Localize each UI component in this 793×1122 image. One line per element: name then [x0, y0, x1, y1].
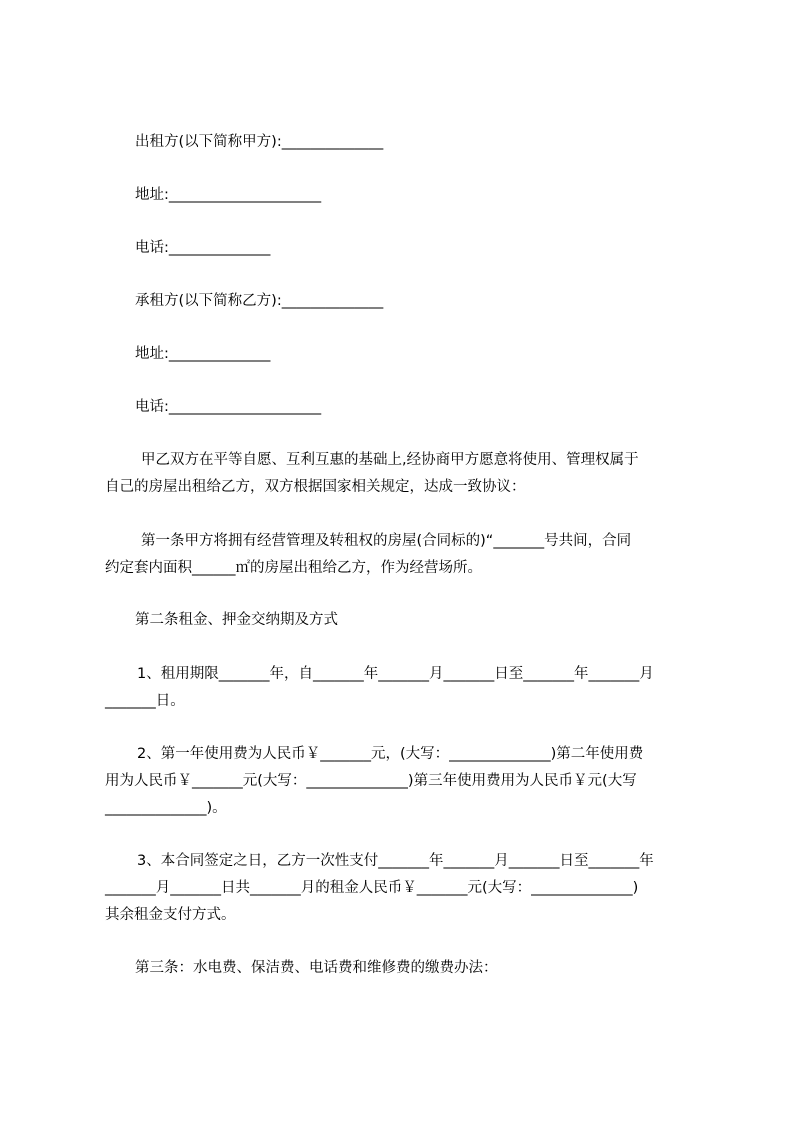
article2-item3-line-2: _______月_______日共_______月的租金人民币￥_______元(大写：______________): [105, 880, 639, 896]
lessee-address-field: 地址:______________: [135, 346, 271, 362]
article2-item3-line-3: 其余租金支付方式。: [105, 907, 236, 923]
lessor-address-field: 地址:_____________________: [135, 187, 322, 203]
lessor-field: 出租方(以下简称甲方):______________: [135, 134, 384, 150]
article2-item3-line-1: 3、本合同签定之日，乙方一次性支付_______年_______月_______日至_______年: [137, 853, 654, 869]
article2-item2-line-2: 用为人民币￥_______元(大写：______________)第三年使用费用为人民币￥元(大写: [105, 773, 637, 789]
preamble-line-2: 自己的房屋出租给乙方，双方根据国家相关规定，达成一致协议：: [105, 479, 526, 495]
lessor-phone-field: 电话:______________: [135, 240, 271, 256]
article1-line-2: 约定套内面积______㎡的房屋出租给乙方，作为经营场所。: [105, 560, 482, 576]
article1-line-1: 第一条甲方将拥有经营管理及转租权的房屋(合同标的)“_______号共间，合同: [141, 533, 632, 549]
article2-item2-line-1: 2、第一年使用费为人民币￥_______元，(大写：______________)第二年使用费: [137, 746, 644, 762]
lessee-phone-field: 电话:_____________________: [135, 399, 322, 415]
preamble-line-1: 甲乙双方在平等自愿、互利互惠的基础上,经协商甲方愿意将使用、管理权属于: [141, 452, 639, 468]
article2-item1-line-2: _______日。: [105, 693, 185, 709]
article3-title: 第三条：水电费、保洁费、电话费和维修费的缴费办法：: [135, 960, 498, 976]
article2-item1-line-1: 1、租用期限_______年，自_______年_______月_______日至_______年_______月: [137, 666, 654, 682]
lessee-field: 承租方(以下简称乙方):______________: [135, 293, 384, 309]
article2-item2-line-3: ______________)。: [105, 800, 227, 816]
article2-title: 第二条租金、押金交纳期及方式: [135, 612, 338, 628]
